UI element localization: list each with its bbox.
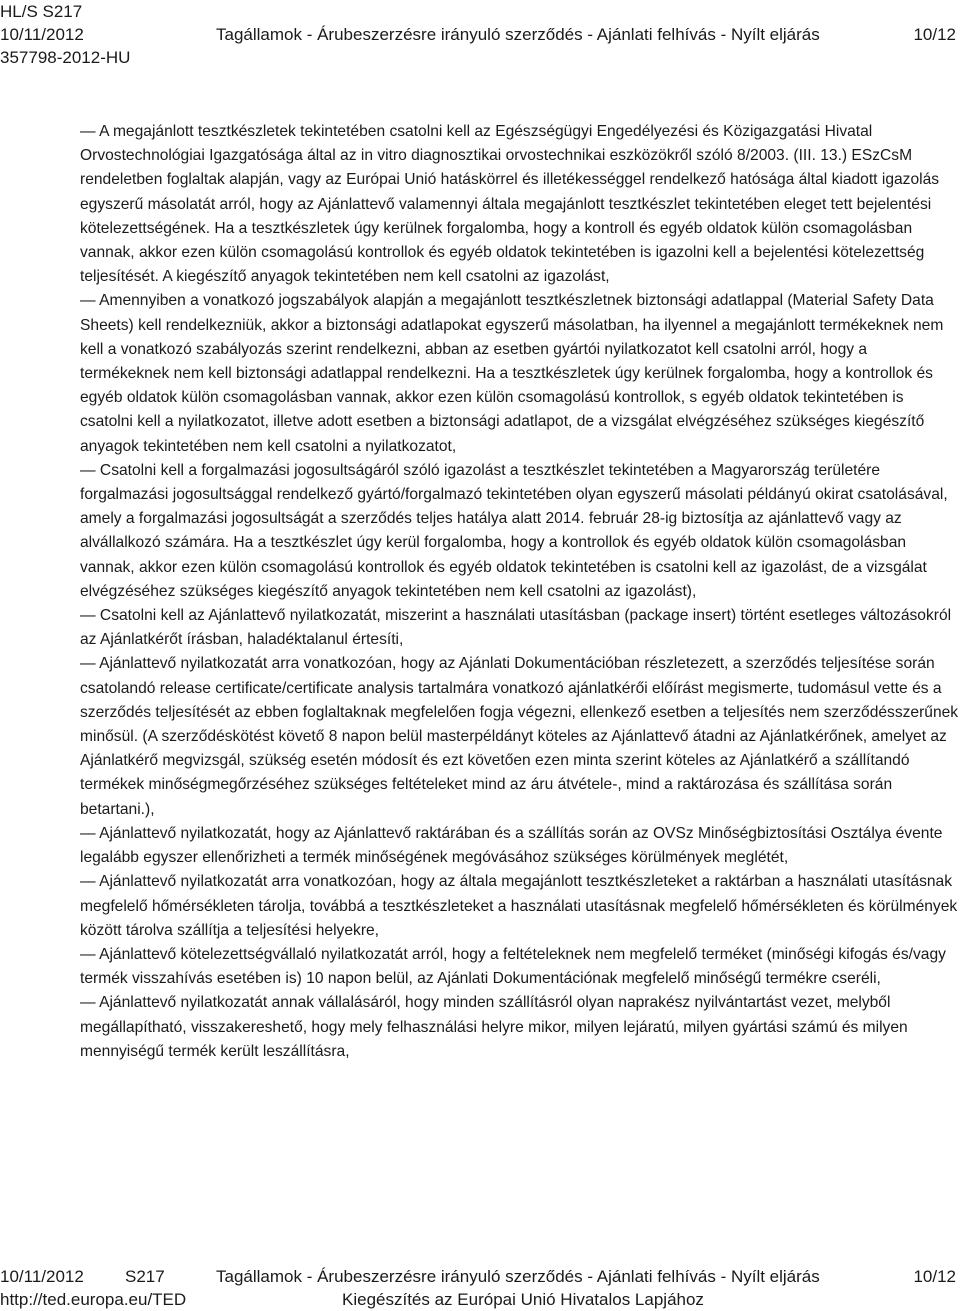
- header-doc-id: 357798-2012-HU: [0, 48, 131, 67]
- footer-page-number: 10/12: [913, 1267, 956, 1286]
- header-date: 10/11/2012: [0, 25, 84, 44]
- page-footer: [0, 1265, 960, 1311]
- header-page-number: 10/12: [913, 25, 956, 44]
- footer-url[interactable]: http://ted.europa.eu/TED: [0, 1290, 187, 1309]
- footer-series: S217: [125, 1267, 165, 1286]
- paragraph: — Amennyiben a vonatkozó jogszabályok alapján a megajánlott tesztkészletnek biztonsági adatlappal (Material Safety Data Sheets) kell rendelkezniük, akkor a biztonsági adatlapokat egyszerű másolatban, ha ilyennel a megajánlott termékeknek nem kell a vonatkozó szabályozás szerint rendelkezni, abban az esetben gyártói nyilatkozatot kell csatolni arról, hogy a termékeknek nem kell biztonsági adatlappal rendelkezni. Ha a tesztkészletek úgy kerülnek forgalomba, hogy a kontrollok és egyéb oldatok külön csomagolásban vannak, akkor ezen külön csomagolású kontrollok, s egyéb oldatok tekintetében is csatolni kell a nyilatkozatot, illetve adott esetben a biztonsági adatlapot, de a vizsgálat elvégzéséhez szükséges kiegészítő anyagok tekintetében nem kell csatolni a nyilatkozatot,: [80, 292, 944, 455]
- paragraph: — Ajánlattevő nyilatkozatát annak vállalásáról, hogy minden szállításról olyan naprakész nyilvántartást vezet, melyből megállapítható, visszakereshető, hogy mely felhasználási helyre mikor, milyen lejáratú, milyen gyártási számú és milyen mennyiségű termék került leszállításra,: [80, 994, 908, 1060]
- footer-publisher: Kiegészítés az Európai Unió Hivatalos Lapjához: [342, 1290, 704, 1309]
- page-header: [0, 0, 960, 69]
- paragraph: — Csatolni kell az Ajánlattevő nyilatkozatát, miszerint a használati utasításban (package insert) történt esetleges változásokról az Ajánlatkérőt írásban, haladéktalanul értesíti,: [80, 607, 952, 649]
- paragraph: — A megajánlott tesztkészletek tekintetében csatolni kell az Egészségügyi Engedélyezési és Közigazgatási Hivatal Orvostechnológiai Igazgatósága által az in vitro diagnosztikai orvostechnikai eszközökről szóló 8/2003. (III. 13.) ESzCsM rendeletben foglaltak alapján, vagy az Európai Unió hatáskörrel és illetékességgel rendelkező hatósága által kiadott igazolás egyszerű másolatát arról, hogy az Ajánlattevő valamennyi általa megajánlott tesztkészlet tekintetében eleget tett bejelentési kötelezettségének. Ha a tesztkészletek úgy kerülnek forgalomba, hogy a kontroll és egyéb oldatok külön csomagolásban vannak, akkor ezen külön csomagolású kontrollok és egyéb oldatok tekintetében is igazolni kell a bejelentési kötelezettség teljesítését. A kiegészítő anyagok tekintetében nem kell csatolni az igazolást,: [80, 123, 940, 286]
- footer-doc-type: Tagállamok - Árubeszerzésre irányuló szerződés - Ajánlati felhívás - Nyílt eljárás: [216, 1267, 820, 1286]
- footer-date: 10/11/2012: [0, 1267, 84, 1286]
- paragraph: — Ajánlattevő nyilatkozatát arra vonatkozóan, hogy az általa megajánlott tesztkészleteket a raktárban a használati utasításnak megfelelő hőmérsékleten tárolja, továbbá a tesztkészleteket a használati utasításnak megfelelő hőmérsékleten és körülmények között tárolva szállítja a teljesítési helyekre,: [80, 873, 958, 939]
- header-series: HL/S S217: [0, 2, 83, 21]
- paragraph: — Ajánlattevő nyilatkozatát arra vonatkozóan, hogy az Ajánlati Dokumentációban részletezett, a szerződés teljesítése során csatolandó release certificate/certificate analysis tartalmára vonatkozó ajánlatkérői előírást megismerte, tudomásul vette és a szerződés teljesítését az ebben foglaltaknak megfelelően fogja végezni, ellenkező esetben a teljesítés nem szerződésszerűnek minősül. (A szerződéskötést követő 8 napon belül masterpéldányt köteles az Ajánlattevő átadni az Ajánlatkérőnek, amelyet az Ajánlatkérő megvizsgál, szükség esetén módosít és ezt követően ezen minta szerint köteles az Ajánlatkérő a szállítandó termékek minőségmegőrzéséhez szükséges feltételeket mind az áru átvétele-, mind a raktározása és szállítása során betartani.),: [80, 655, 959, 818]
- document-body: [80, 120, 960, 1064]
- paragraph: — Ajánlattevő nyilatkozatát, hogy az Ajánlattevő raktárában és a szállítás során az OVSz Minőségbiztosítási Osztálya évente legalább egyszer ellenőrizheti a termék minőségének megóvásához szükséges körülmények meglétét,: [80, 824, 943, 867]
- paragraph: — Ajánlattevő kötelezettségvállaló nyilatkozatát arról, hogy a feltételeknek nem megfelelő terméket (minőségi kifogás és/vagy termék visszahívás esetében is) 10 napon belül, az Ajánlati Dokumentációnak megfelelő minőségű termékre cseréli,: [80, 945, 946, 988]
- header-doc-type: Tagállamok - Árubeszerzésre irányuló szerződés - Ajánlati felhívás - Nyílt eljárás: [216, 25, 820, 44]
- paragraph: — Csatolni kell a forgalmazási jogosultságáról szóló igazolást a tesztkészlet tekintetében a Magyarország területére forgalmazási jogosultsággal rendelkező gyártó/forgalmazó tekintetében olyan egyszerű másolati példányú okirat csatolásával, amely a forgalmazási jogosultságát a szerződés teljes hatálya alatt 2014. február 28-ig biztosítja az ajánlattevő vagy az alvállalkozó számára. Ha a tesztkészlet úgy kerül forgalomba, hogy a kontrollok és egyéb oldatok külön csomagolásban vannak, akkor ezen külön csomagolású kontrollok és egyéb oldatok tekintetében is csatolni kell az igazolást, de a vizsgálat elvégzéséhez szükséges kiegészítő anyagok tekintetében nem kell csatolni az igazolást),: [80, 461, 948, 600]
